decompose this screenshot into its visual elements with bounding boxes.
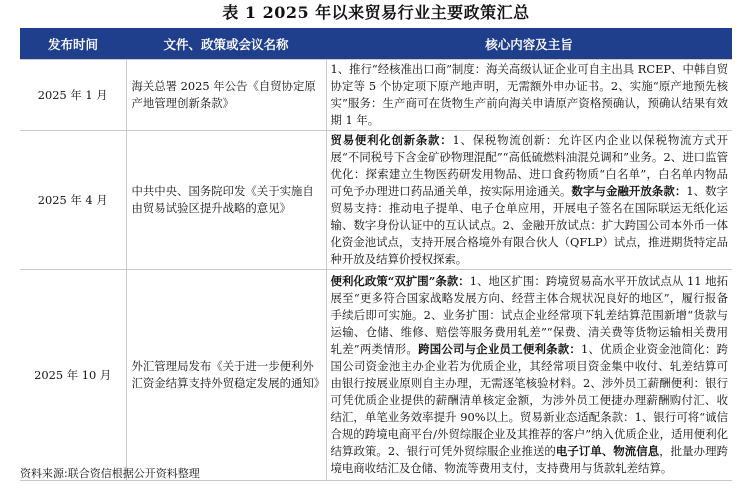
row-document: 海关总署 2025 年公告《自贸协定原产地管理创新条款》 [126,60,326,131]
source-note: 资料来源:联合资信根据公开资料整理 [20,467,200,480]
content-text: 1、保税物流创新：允许区内企业以保税物流方式开展“不同税号下含金矿砂物理混配”“高低硫燃料油混兑调和”业务。2、进口监管优化：探索建立生物医药研发用物品、进口食药物质“白名单”，白名单内物品可免予办理进口药品通关单，按实际用途通关。 [330,133,728,198]
row-date: 2025 年 1 月 [20,60,126,131]
content-text: 1、推行“经核准出口商”制度：海关高级认证企业可自主出具 RCEP、中韩自贸协定等 5 个协定项下原产地声明，无需额外申办证书。2、实施“原产地预先核实”服务：生产商可在货物生产前向海关申请原产资格预确认，预确认结果有效期 1 年。 [330,62,729,127]
row-content [326,270,732,481]
clause-heading: 电子订单、物流信息 [555,444,660,458]
clause-heading: 贸易便利化创新条款： [330,133,453,147]
header-content: 核心内容及主旨 [326,28,732,60]
row-date: 2025 年 4 月 [20,131,126,270]
row-content [326,60,732,131]
table-row [20,131,732,270]
content-text: 1、数字贸易支持：推动电子提单、电子仓单应用，开展电子签名在国际联运无纸化运输、数字身份认证中的互认试点。2、金融开放试点：扩大跨国公司本外币一体化资金池试点，支持开展合格境外有限合伙人（QFLP）试点，推进期货特定品种开放及结算价授权探索。 [330,184,728,266]
table-row [20,60,732,131]
row-date: 2025 年 10 月 [20,270,126,481]
policy-table [20,28,732,481]
row-content [326,131,732,270]
content-text: ，批量办理跨境电商收结汇及仓储、物流等费用支付，支持费用与货款轧差结算。 [330,444,728,475]
clause-heading: 便利化政策“双扩围”条款： [330,274,470,288]
table-title: 表 1 2025 年以来贸易行业主要政策汇总 [222,3,530,22]
header-document: 文件、政策或会议名称 [126,28,326,60]
clause-heading: 跨国公司与企业员工便利条款： [418,342,582,356]
row-document: 外汇管理局发布《关于进一步便利外汇资金结算支持外贸稳定发展的通知》 [126,270,326,481]
table-header-row [20,28,732,60]
header-date: 发布时间 [20,28,126,60]
content-text: 1、优质企业资金池简化：跨国公司资金池主办企业若为优质企业，其经常项目资金集中收付、轧差结算可由银行按展业原则自主办理，无需逐笔核验材料。2、涉外员工薪酬便利：银行可凭优质企业提供的薪酬清单核定金额，为涉外员工便捷办理薪酬购付汇、收结汇，单笔业务效率提升 90%以上。贸易新业态适配条款：1、银行可将“诚信合规的跨境电商平台/外贸综服企业及其推荐的客户”纳入优质企业，适用便利化结算政策。2、银行可凭外贸综服企业推送的 [330,342,728,458]
row-document: 中共中央、国务院印发《关于实施自由贸易试验区提升战略的意见》 [126,131,326,270]
content-text: 1、地区扩围：跨境贸易高水平开放试点从 11 地拓展至“更多符合国家战略发展方向、经营主体合规状况良好的地区”，履行报备手续后即可实施。2、业务扩围：试点企业经常项下轧差结算范围新增“货款与运输、仓储、维修、赔偿等服务费用轧差”“保费、清关费等货物运输相关费用轧差”两类情形。 [330,274,729,356]
clause-heading: 数字与金融开放条款： [571,184,687,198]
table-row [20,270,732,481]
